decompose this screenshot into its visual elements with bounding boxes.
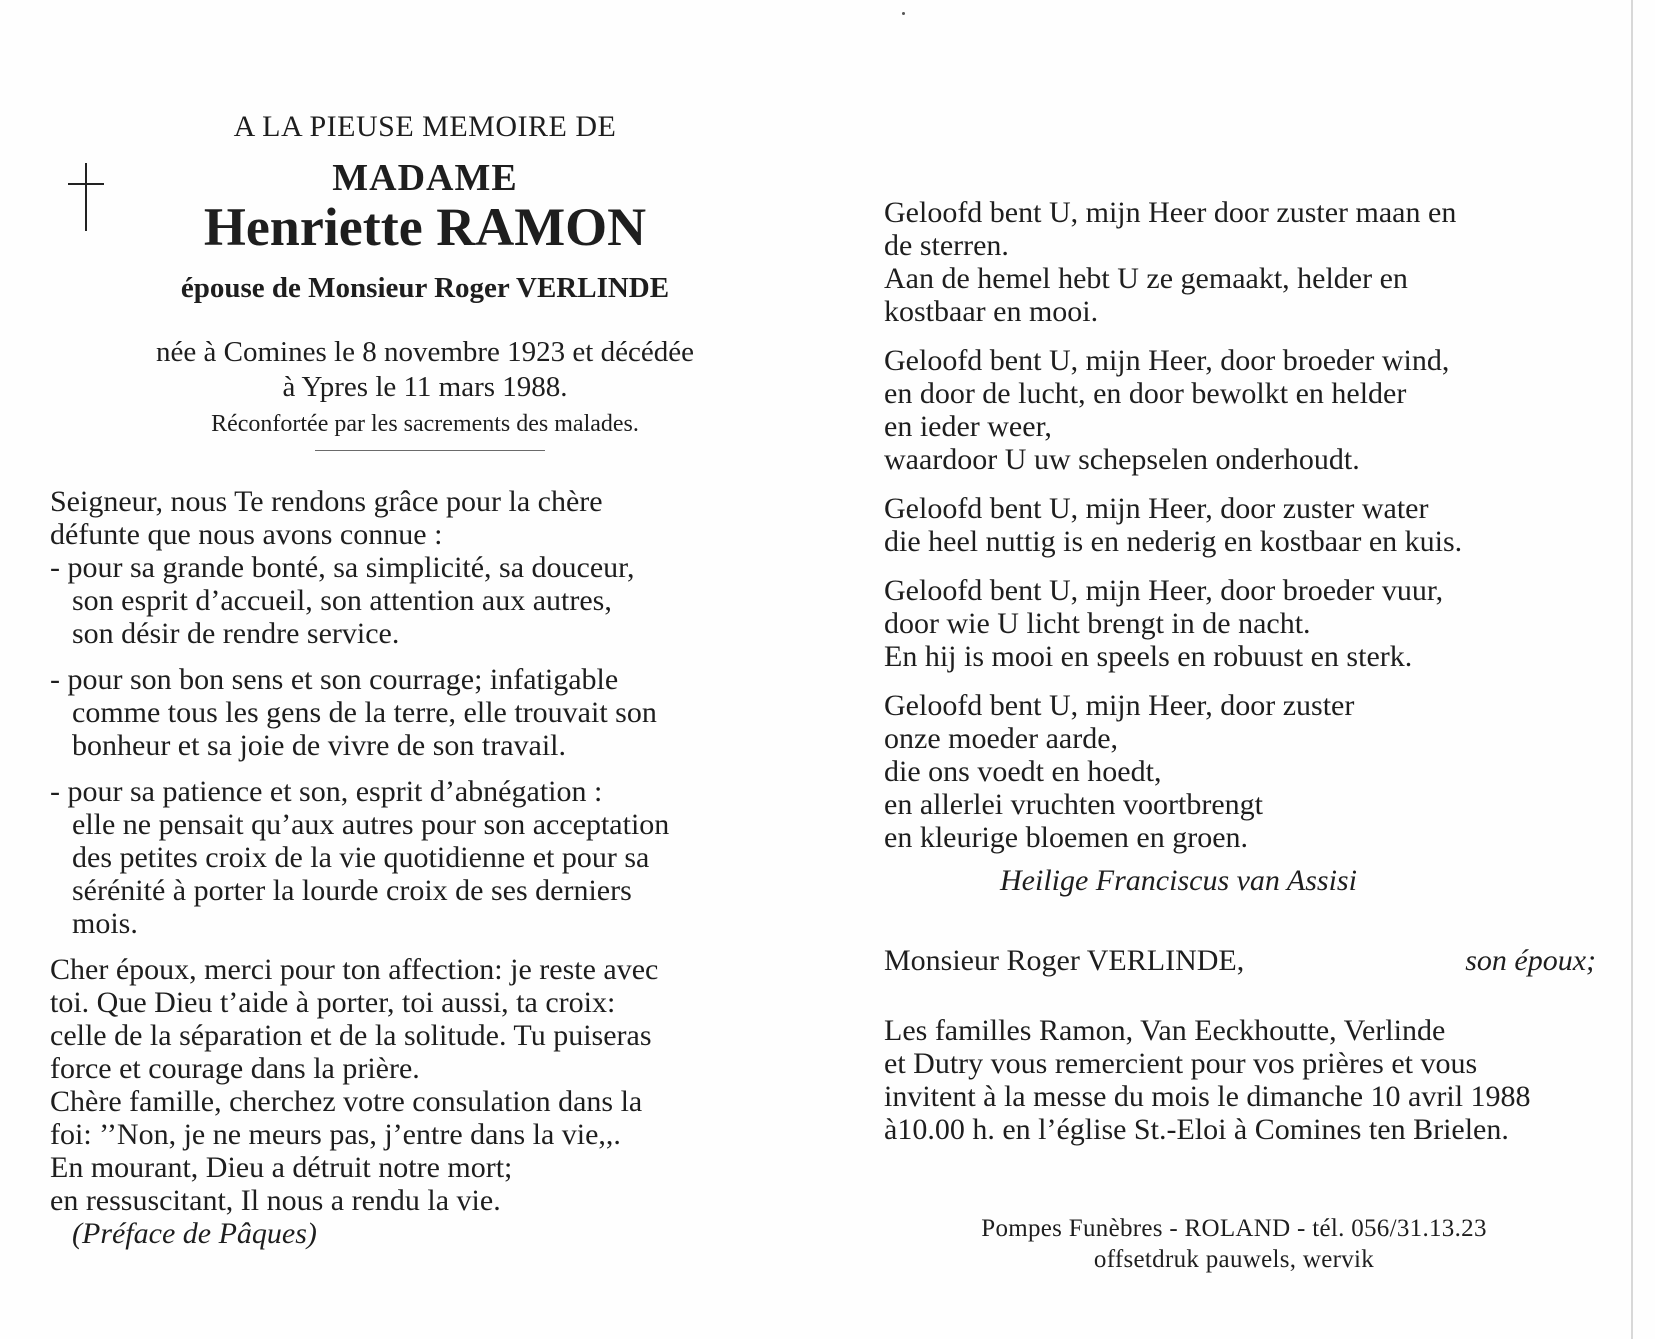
sacraments-line: Réconfortée par les sacrements des malades. (211, 411, 639, 437)
funeral-home: Pompes Funèbres - ROLAND - tél. 056/31.13.23 (981, 1215, 1487, 1242)
verse-line: Geloofd bent U, mijn Heer door zuster maan en (884, 196, 1457, 229)
list-item: - pour sa grande bonté, sa simplicité, sa douceur, (50, 551, 635, 584)
list-item-cont: son esprit d’accueil, son attention aux autres, (72, 584, 612, 617)
spouse-name: Monsieur Roger VERLINDE, (884, 944, 1245, 977)
right-column (884, 196, 1604, 1146)
notice-line: invitent à la messe du mois le dimanche 10 avril 1988 (884, 1080, 1531, 1113)
header-block (50, 110, 790, 451)
list-item-cont: son désir de rendre service. (72, 617, 400, 650)
list-item-cont: comme tous les gens de la terre, elle trouvait son (72, 696, 657, 729)
intro-line: Seigneur, nous Te rendons grâce pour la chère (50, 485, 603, 518)
verse-line: Geloofd bent U, mijn Heer, door zuster (884, 689, 1355, 722)
canticle-verse (884, 492, 1604, 558)
closing-line: En mourant, Dieu a détruit notre mort; (50, 1151, 513, 1184)
list-item-cont: mois. (72, 907, 138, 940)
verse-line: Geloofd bent U, mijn Heer, door zuster water (884, 492, 1429, 525)
card-edge (1631, 0, 1633, 1339)
verse-line: waardoor U uw schepselen onderhoudt. (884, 443, 1360, 476)
list-item: - pour son bon sens et son courrage; infatigable (50, 663, 619, 696)
verse-line: En hij is mooi en speels en robuust en sterk. (884, 640, 1413, 673)
verse-line: die heel nuttig is en nederig en kostbaar en kuis. (884, 525, 1463, 558)
print-speck (902, 12, 905, 15)
closing-line: force et courage dans la prière. (50, 1052, 420, 1085)
left-column (50, 110, 790, 1250)
title-madame: MADAME (332, 157, 518, 199)
spouse-signature (884, 944, 1596, 978)
closing-line: Chère famille, cherchez votre consulation dans la (50, 1085, 643, 1118)
memoire-heading: A LA PIEUSE MEMOIRE DE (233, 110, 617, 143)
verse-line: en door de lucht, en door bewolkt en helder (884, 377, 1407, 410)
verse-line: onze moeder aarde, (884, 722, 1119, 755)
canticle-verse (884, 196, 1604, 328)
verse-line: en allerlei vruchten voortbrengt (884, 788, 1264, 821)
notice-line: Les familles Ramon, Van Eeckhoutte, Verlinde (884, 1014, 1446, 1047)
death-line: à Ypres le 11 mars 1988. (282, 371, 568, 403)
canticle-verse (884, 689, 1604, 854)
footer-credits (884, 1213, 1584, 1275)
verse-line: door wie U licht brengt in de nacht. (884, 607, 1311, 640)
verse-line: Aan de hemel hebt U ze gemaakt, helder en (884, 262, 1408, 295)
closing-line: celle de la séparation et de la solitude. Tu puiseras (50, 1019, 652, 1052)
notice-line: et Dutry vous remercient pour vos prières et vous (884, 1047, 1478, 1080)
spouse-role: son époux; (1465, 944, 1596, 977)
closing-line: foi: ’’Non, je ne meurs pas, j’entre dans la vie,,. (50, 1118, 621, 1151)
verse-line: die ons voedt en hoedt, (884, 755, 1162, 788)
verse-line: en kleurige bloemen en groen. (884, 821, 1249, 854)
deceased-name: Henriette RAMON (203, 197, 647, 257)
closing-line: toi. Que Dieu t’aide à porter, toi aussi, ta croix: (50, 986, 616, 1019)
notice-line: à10.00 h. en l’église St.-Eloi à Comines ten Brielen. (884, 1113, 1509, 1146)
closing-line: Cher époux, merci pour ton affection: je reste avec (50, 953, 659, 986)
intro-line: défunte que nous avons connue : (50, 518, 443, 551)
verse-line: en ieder weer, (884, 410, 1052, 443)
closing-line: en ressuscitant, Il nous a rendu la vie. (50, 1184, 501, 1217)
verse-line: Geloofd bent U, mijn Heer, door broeder vuur, (884, 574, 1444, 607)
prayer-source: (Préface de Pâques) (72, 1217, 317, 1250)
printer-credit: offsetdruk pauwels, wervik (1093, 1246, 1375, 1273)
list-item-cont: elle ne pensait qu’aux autres pour son acceptation (72, 808, 670, 841)
canticle-attribution: Heilige Franciscus van Assisi (1000, 864, 1357, 897)
prayer-text (50, 485, 790, 1250)
verse-line: Geloofd bent U, mijn Heer, door broeder wind, (884, 344, 1450, 377)
list-item-cont: des petites croix de la vie quotidienne et pour sa (72, 841, 650, 874)
verse-line: kostbaar en mooi. (884, 295, 1099, 328)
birth-line: née à Comines le 8 novembre 1923 et décédée (156, 336, 694, 368)
canticle-verse (884, 344, 1604, 476)
list-item-cont: sérénité à porter la lourde croix de ses derniers (72, 874, 632, 907)
list-item: - pour sa patience et son, esprit d’abnégation : (50, 775, 603, 808)
list-item-cont: bonheur et sa joie de vivre de son travail. (72, 729, 567, 762)
divider-rule (315, 450, 545, 451)
spouse-subtitle: épouse de Monsieur Roger VERLINDE (180, 272, 670, 304)
canticle-verse (884, 574, 1604, 673)
families-notice (884, 1014, 1596, 1146)
verse-line: de sterren. (884, 229, 1009, 262)
